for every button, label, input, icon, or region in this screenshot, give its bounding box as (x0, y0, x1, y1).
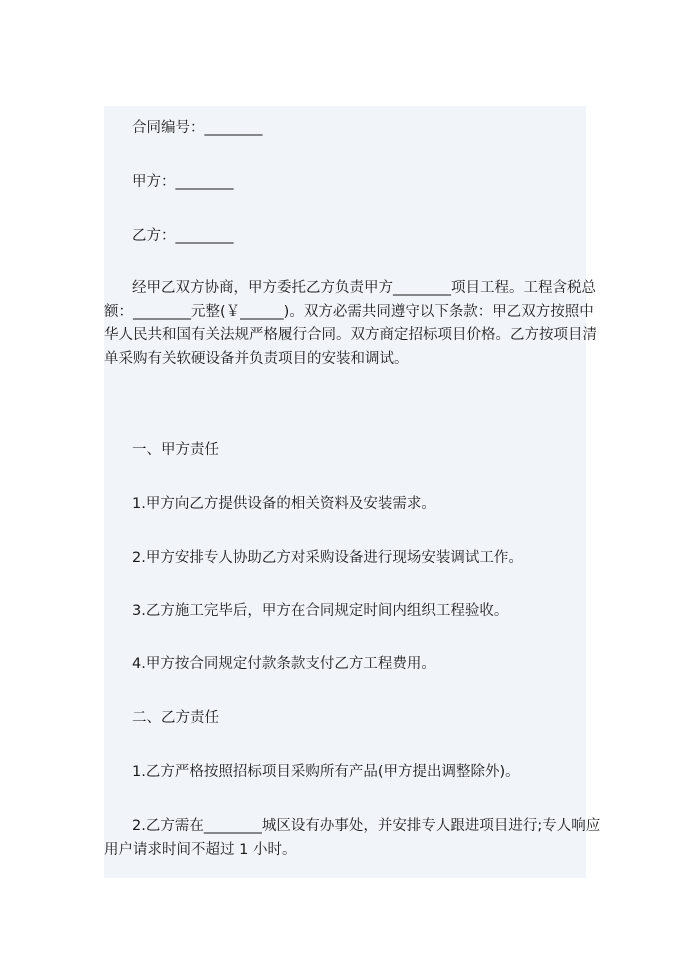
party-b: 乙方：________ (132, 228, 234, 244)
intro-line: 单采购有关软硬设备并负责项目的安装和调试。 (104, 350, 409, 367)
intro-paragraph (104, 277, 597, 371)
section-heading-party-b: 二、乙方责任 (132, 710, 219, 726)
party-b-item-2 (104, 815, 601, 862)
party-b-item-1: 1.乙方严格按照招标项目采购所有产品(甲方提出调整除外)。 (132, 764, 520, 780)
intro-line: 经甲乙双方协商，甲方委托乙方负责甲方________项目工程。工程含税总 (132, 280, 596, 296)
party-a-item-2: 2.甲方安排专人协助乙方对采购设备进行现场安装调试工作。 (132, 550, 523, 566)
party-a: 甲方：________ (132, 174, 234, 190)
party-a-item-3: 3.乙方施工完毕后，甲方在合同规定时间内组织工程验收。 (132, 603, 509, 619)
party-a-item-4: 4.甲方按合同规定付款条款支付乙方工程费用。 (132, 656, 436, 672)
party-a-item-1: 1.甲方向乙方提供设备的相关资料及安装需求。 (132, 496, 436, 512)
contract-number: 合同编号：________ (132, 120, 263, 136)
party-b-item-2-line: 用户请求时间不超过 1 小时。 (104, 841, 297, 858)
party-b-item-2-line: 2.乙方需在________城区设有办事处，并安排专人跟进项目进行;专人响应 (132, 818, 601, 834)
section-heading-party-a: 一、甲方责任 (132, 442, 219, 458)
intro-line: 额：________元整(￥______)。双方必需共同遵守以下条款：甲乙双方按照中 (104, 303, 594, 320)
intro-line: 华人民共和国有关法规严格履行合同。双方商定招标项目价格。乙方按项目清 (104, 327, 597, 343)
